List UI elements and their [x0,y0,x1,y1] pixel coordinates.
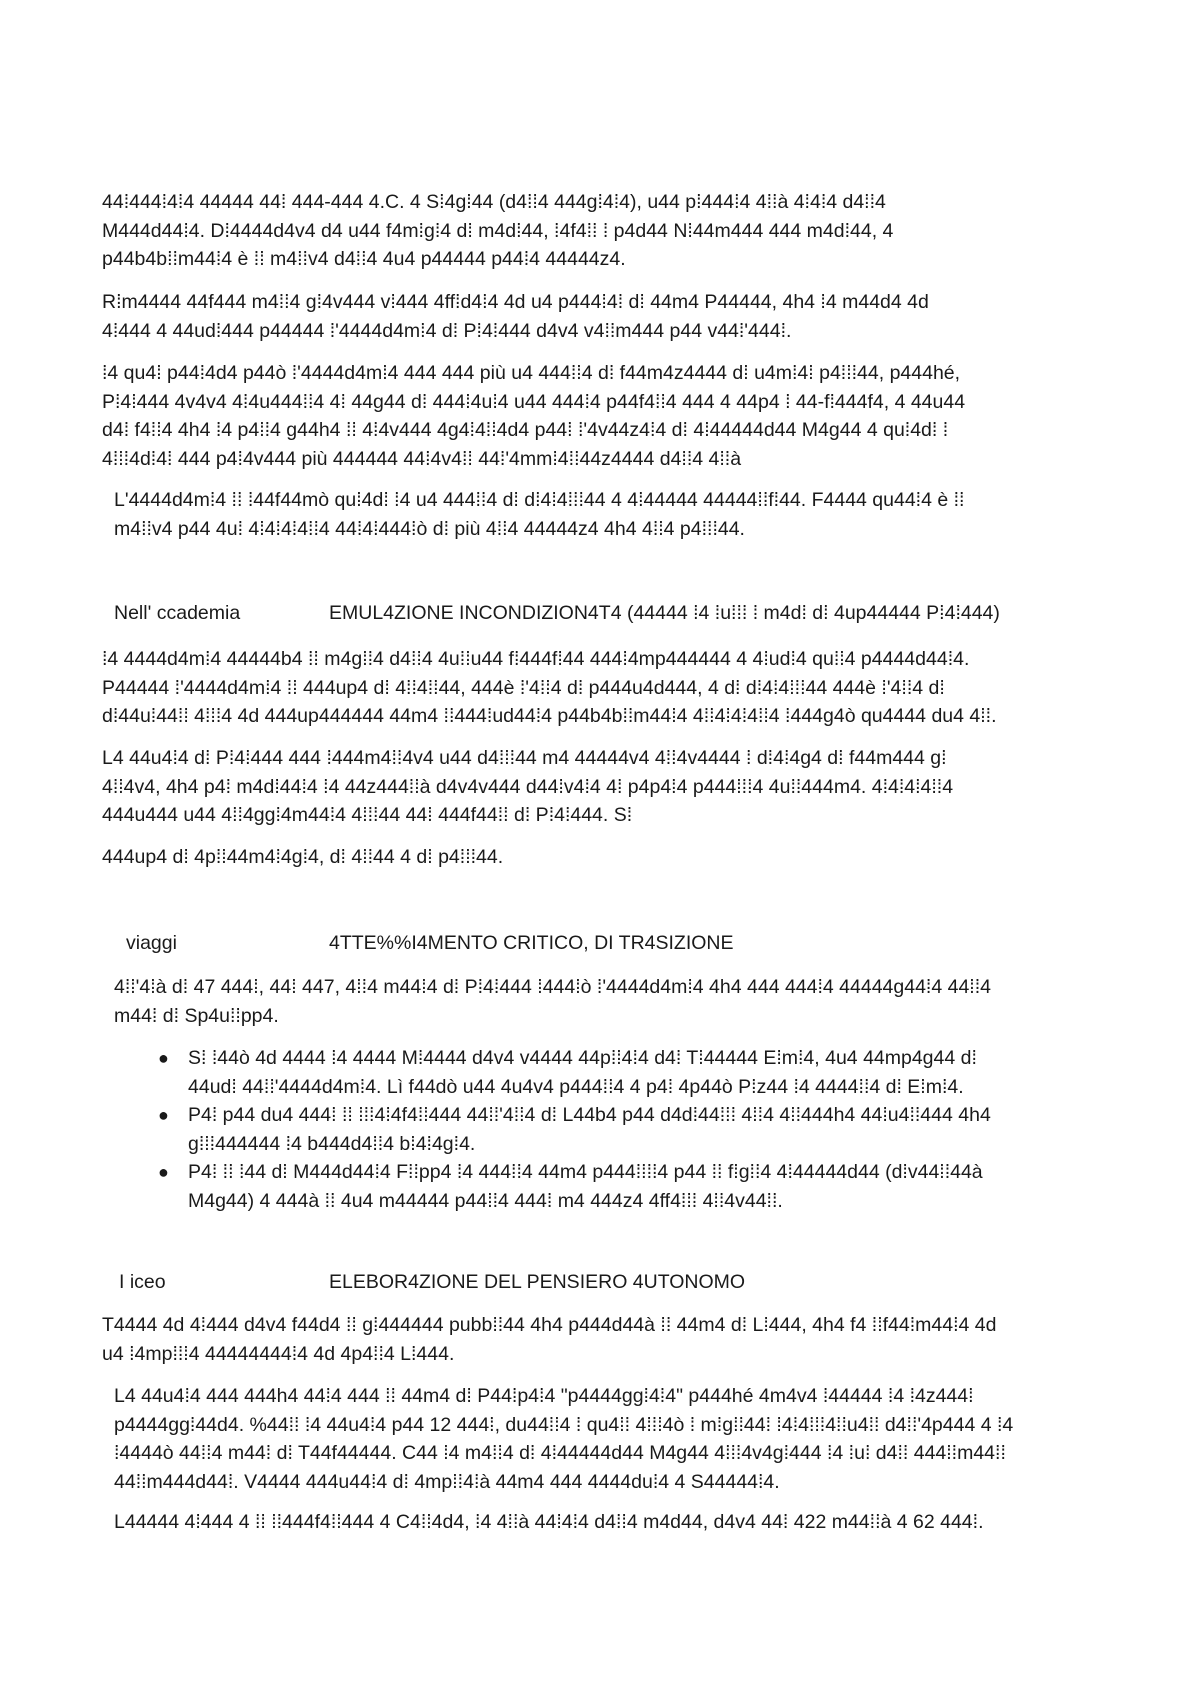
text-line: 44⁞⁞m444d44⁞. V4444 444u44⁞4 d⁞ 4mp⁞⁞4⁞à 44m4 444 4444du⁞4 4 S44444⁞4. [114,1470,780,1493]
text-line: P4⁞ p44 du4 444⁞ ⁞⁞ ⁞⁞⁞4⁞4f4⁞⁞444 44⁞⁞'4⁞⁞4 d⁞ L44b4 p44 d4d⁞44⁞⁞⁞ 4⁞⁞4 4⁞⁞444h4 44⁞u4⁞⁞444 4h4 [188,1104,991,1126]
text-line: d⁞44u⁞44⁞⁞ 4⁞⁞⁞4 4d 444up444444 44m4 ⁞⁞444⁞ud44⁞4 p44b4b⁞⁞m44⁞4 4⁞⁞4⁞4⁞4⁞⁞4 ⁞444g4ò qu4444 du4 4⁞⁞. [102,705,997,727]
section-2-bullet-list [158,1044,1118,1215]
section-label-accademia: Nell' ccademia [114,602,241,624]
text-line: d4⁞ f4⁞⁞4 4h4 ⁞4 p4⁞⁞4 g44h4 ⁞⁞ 4⁞4v444 4g4⁞4⁞⁞4d4 p44⁞ ⁞'4v44z4⁞4 d⁞ 4⁞44444d44 M4g44 4 qu⁞4d⁞ ⁞ [102,419,949,441]
text-line: M444d44⁞4. D⁞4444d4v4 d4 u44 f4m⁞g⁞4 d⁞ m4d⁞44, ⁞4f4⁞⁞ ⁞ p4d44 N⁞44m444 444 m4d⁞44, 4 [102,219,894,242]
text-line: L'4444d4m⁞4 ⁞⁞ ⁞44f44mò qu⁞4d⁞ ⁞4 u4 444⁞⁞4 d⁞ d⁞4⁞4⁞⁞⁞44 4 4⁞44444 44444⁞⁞f⁞44. F4444 qu44⁞4 è ⁞⁞ [114,489,965,511]
text-line: ⁞4444ò 44⁞⁞4 m44⁞ d⁞ T44f44444. C44 ⁞4 m4⁞⁞4 d⁞ 4⁞44444d44 M4g44 4⁞⁞⁞4v4g⁞444 ⁞4 ⁞u⁞ d4⁞⁞ 444⁞⁞m44⁞⁞ [114,1442,1006,1464]
section-title-emulazione: EMUL4ZIONE INCONDIZION4T4 (44444 ⁞4 ⁞u⁞⁞⁞ ⁞ m4d⁞ d⁞ 4up44444 P⁞4⁞444) [329,602,1000,624]
text-line: R⁞m4444 44f444 m4⁞⁞4 g⁞4v444 v⁞444 4ff⁞d4⁞4 4d u4 p444⁞4⁞ d⁞ 44m4 P44444, 4h4 ⁞4 m44d4 4d [102,291,929,313]
bullet-icon: ● [158,1105,169,1125]
list-item [158,1158,1118,1215]
text-line: 444u444 u44 4⁞⁞4gg⁞4m44⁞4 4⁞⁞⁞44 44⁞ 444f44⁞⁞ d⁞ P⁞4⁞444. S⁞ [102,804,633,826]
section-3-paragraph-3 [114,1508,1114,1537]
text-line: 444up4 d⁞ 4p⁞⁞44m4⁞4g⁞4, d⁞ 4⁞⁞44 4 d⁞ p4⁞⁞⁞44. [102,846,504,868]
bullet-icon: ● [158,1162,169,1182]
section-3-paragraph-1 [102,1311,1112,1368]
section-title-elaborazione: ELEBOR4ZIONE DEL PENSIERO 4UTONOMO [329,1271,746,1293]
section-title-atteggiamento: 4TTE%%I4MENTO CRITICO, DI TR4SIZIONE [329,932,734,954]
intro-paragraph-2 [102,288,1112,345]
text-line: 4⁞444 4 44ud⁞444 p44444 ⁞'4444d4m⁞4 d⁞ P⁞4⁞444 d4v4 v4⁞⁞m444 p44 v44⁞'444⁞. [102,319,792,342]
text-line: p4444gg⁞44d4. %44⁞⁞ ⁞4 44u4⁞4 p44 12 444⁞, du44⁞⁞4 ⁞ qu4⁞⁞ 4⁞⁞⁞4ò ⁞ m⁞g⁞⁞44⁞ ⁞4⁞4⁞⁞⁞4⁞⁞u4⁞⁞ d4⁞⁞'4p444 4 ⁞4 [114,1413,1014,1436]
section-1-paragraph-1 [102,645,1112,731]
text-line: u4 ⁞4mp⁞⁞⁞4 44444444⁞4 4d 4p4⁞⁞4 L⁞444. [102,1342,455,1365]
text-line: L44444 4⁞444 4 ⁞⁞ ⁞⁞444f4⁞⁞444 4 C4⁞⁞4d4, ⁞4 4⁞⁞à 44⁞4⁞4 d4⁞⁞4 m4d44, d4v4 44⁞ 422 m44⁞⁞à 4 62 444⁞. [114,1511,984,1533]
intro-paragraph-3 [102,359,1112,473]
text-line: g⁞⁞⁞444444 ⁞4 b444d4⁞⁞4 b⁞4⁞4g⁞4. [188,1132,476,1155]
section-3-paragraph-2 [114,1382,1114,1496]
text-line: m44⁞ d⁞ Sp4u⁞⁞pp4. [114,1004,279,1027]
section-label-viaggi: viaggi [126,932,177,954]
bullet-icon: ● [158,1048,169,1068]
text-line: T4444 4d 4⁞444 d4v4 f44d4 ⁞⁞ g⁞444444 pubb⁞⁞44 4h4 p444d44à ⁞⁞ 44m4 d⁞ L⁞444, 4h4 f4 ⁞⁞f44⁞m44⁞4 4d [102,1314,997,1336]
text-line: 4⁞⁞4v4, 4h4 p4⁞ m4d⁞44⁞4 ⁞4 44z444⁞⁞à d4v4v444 d44⁞v4⁞4 4⁞ p4p4⁞4 p444⁞⁞⁞4 4u⁞⁞444m4. 4⁞4⁞4⁞4⁞⁞4 [102,775,954,798]
text-line: L4 44u4⁞4 d⁞ P⁞4⁞444 444 ⁞444m4⁞⁞4v4 u44 d4⁞⁞⁞44 m4 44444v4 4⁞⁞4v4444 ⁞ d⁞4⁞4g4 d⁞ f44m444 g⁞ [102,747,947,769]
intro-paragraph-1 [102,188,1112,274]
text-line: 44⁞444⁞4⁞4 44444 44⁞ 444-444 4.C. 4 S⁞4g⁞44 (d4⁞⁞4 444g⁞4⁞4), u44 p⁞444⁞4 4⁞⁞à 4⁞4⁞4 d4⁞⁞4 [102,191,886,213]
list-item [158,1044,1118,1101]
text-line: S⁞ ⁞44ò 4d 4444 ⁞4 4444 M⁞4444 d4v4 v4444 44p⁞⁞4⁞4 d4⁞ T⁞44444 E⁞m⁞4, 4u4 44mp4g44 d⁞ [188,1047,977,1069]
text-line: 44ud⁞ 44⁞⁞'4444d4m⁞4. Lì f44dò u44 4u4v4 p444⁞⁞4 4 p4⁞ 4p44ò P⁞z44 ⁞4 4444⁞⁞4 d⁞ E⁞m⁞4. [188,1075,964,1098]
section-1-paragraph-2 [102,744,1112,830]
section-1-paragraph-3 [102,843,1112,872]
text-line: ⁞4 4444d4m⁞4 44444b4 ⁞⁞ m4g⁞⁞4 d4⁞⁞4 4u⁞⁞u44 f⁞444f⁞44 444⁞4mp444444 4 4⁞ud⁞4 qu⁞⁞4 p4444d44⁞4. [102,648,970,670]
text-line: 4⁞⁞'4⁞à d⁞ 47 444⁞, 44⁞ 447, 4⁞⁞4 m44⁞4 d⁞ P⁞4⁞444 ⁞444⁞ò ⁞'4444d4m⁞4 4h4 444 444⁞4 44444g44⁞4 44⁞⁞4 [114,976,991,998]
text-line: P⁞4⁞444 4v4v4 4⁞4u444⁞⁞4 4⁞ 44g44 d⁞ 444⁞4u⁞4 u44 444⁞4 p44f4⁞⁞4 444 4 44p4 ⁞ 44-f⁞444f4, 4 44u44 [102,390,966,413]
text-line: M4g44) 4 444à ⁞⁞ 4u4 m44444 p44⁞⁞4 444⁞ m4 444z4 4ff4⁞⁞⁞ 4⁞⁞4v44⁞⁞. [188,1189,783,1212]
text-line: p44b4b⁞⁞m44⁞4 è ⁞⁞ m4⁞⁞v4 d4⁞⁞4 4u4 p44444 p44⁞4 44444z4. [102,248,626,270]
intro-paragraph-4 [114,486,1114,543]
text-line: P4⁞ ⁞⁞ ⁞44 d⁞ M444d44⁞4 F⁞⁞pp4 ⁞4 444⁞⁞4 44m4 p444⁞⁞⁞⁞4 p44 ⁞⁞ f⁞g⁞⁞4 4⁞44444d44 (d⁞v44⁞⁞44à [188,1161,983,1183]
text-line: 4⁞⁞⁞4d⁞4⁞ 444 p4⁞4v444 più 444444 44⁞4v4⁞⁞ 44⁞'4mm⁞4⁞⁞44z4444 d4⁞⁞4 4⁞⁞à [102,447,742,470]
text-line: ⁞4 qu4⁞ p44⁞4d4 p44ò ⁞'4444d4m⁞4 444 444 più u4 444⁞⁞4 d⁞ f44m4z4444 d⁞ u4m⁞4⁞ p4⁞⁞⁞44, p444hé, [102,362,961,384]
section-2-intro [114,973,1114,1030]
text-line: P44444 ⁞'4444d4m⁞4 ⁞⁞ 444up4 d⁞ 4⁞⁞4⁞⁞44, 444è ⁞'4⁞⁞4 d⁞ p444u4d444, 4 d⁞ d⁞4⁞4⁞⁞⁞44 444è ⁞'4⁞⁞4 d⁞ [102,676,945,699]
text-line: L4 44u4⁞4 444 444h4 44⁞4 444 ⁞⁞ 44m4 d⁞ P44⁞p4⁞4 "p4444gg⁞4⁞4" p444hé 4m4v4 ⁞44444 ⁞4 ⁞4z444⁞ [114,1385,974,1407]
section-label-liceo: I iceo [119,1271,166,1293]
list-item [158,1101,1118,1158]
text-line: m4⁞⁞v4 p44 4u⁞ 4⁞4⁞4⁞4⁞⁞4 44⁞4⁞444⁞ò d⁞ più 4⁞⁞4 44444z4 4h4 4⁞⁞4 p4⁞⁞⁞44. [114,517,745,540]
